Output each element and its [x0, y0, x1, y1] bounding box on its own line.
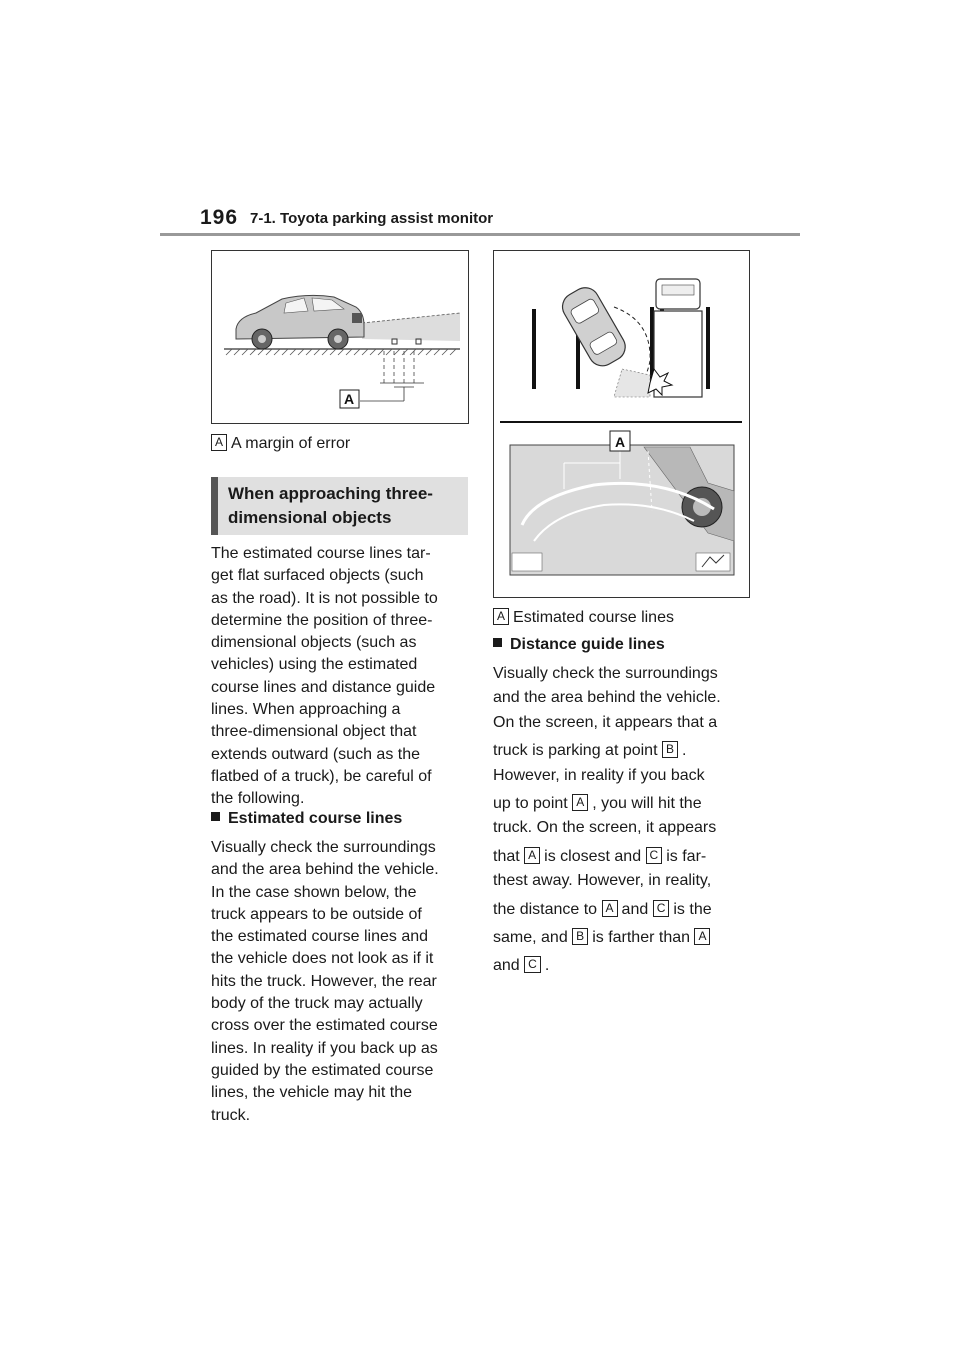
figure1-label: A	[344, 391, 355, 407]
figure-margin-of-error	[211, 250, 469, 424]
distance-heading: Distance guide lines	[493, 636, 665, 654]
distance-paragraph: Visually check the surroundings and the area behind the vehicle. On the screen, it appears that a truck is parking at point B . However, in reality if you back up to point A , you will hit the truck. On the screen, it appears that A is closest and C is far- thest away. However, in reality, the distance to A and C is the same, and B is farther than A and C .	[493, 665, 721, 975]
label-tag: C	[524, 956, 541, 973]
estimated-paragraph: Visually check the surroundings and the area behind the vehicle. In the case shown below, the truck appears to be outside of the estimated course lines and the vehicle does not look as if it hits the truck. However, the rear body of the truck may actually cross over the estimated course lines. In reality if you back up as guided by the estimated course lines, the vehicle may hit the truck.	[211, 839, 439, 1124]
label-tag: B	[662, 741, 678, 758]
section-subheading: When approaching three- dimensional objects	[211, 477, 468, 535]
parking-top-view-illustration	[494, 251, 749, 597]
label-tag: A	[572, 794, 588, 811]
label-tag: C	[653, 900, 670, 917]
estimated-heading: Estimated course lines	[211, 810, 402, 828]
figure2-label: A	[615, 434, 626, 450]
header-divider	[160, 233, 800, 236]
bullet-square-icon	[493, 638, 502, 647]
page-number: 196	[200, 206, 239, 229]
label-tag: B	[572, 928, 588, 945]
label-tag: A	[602, 900, 618, 917]
label-tag: C	[646, 847, 663, 864]
figure2-caption: A Estimated course lines	[493, 607, 674, 629]
label-tag: A	[524, 847, 540, 864]
car-side-illustration	[212, 251, 468, 423]
bullet-square-icon	[211, 812, 220, 821]
figure-estimated-course-lines	[493, 250, 750, 598]
label-tag: A	[694, 928, 710, 945]
label-tag: A	[493, 608, 509, 625]
section-title: 7-1. Toyota parking assist monitor	[250, 210, 494, 227]
intro-paragraph: The estimated course lines tar- get flat surfaced objects (such as the road). It is not possible to determine the position of three- dimensional objects (such as vehicles) using the estimated course lines and distance guide lines. When approaching a three-dimensional object that extends outward (such as the flatbed of a truck), be careful of the following.	[211, 545, 438, 808]
figure1-caption: A A margin of error	[211, 433, 350, 455]
label-tag: A	[211, 434, 227, 451]
